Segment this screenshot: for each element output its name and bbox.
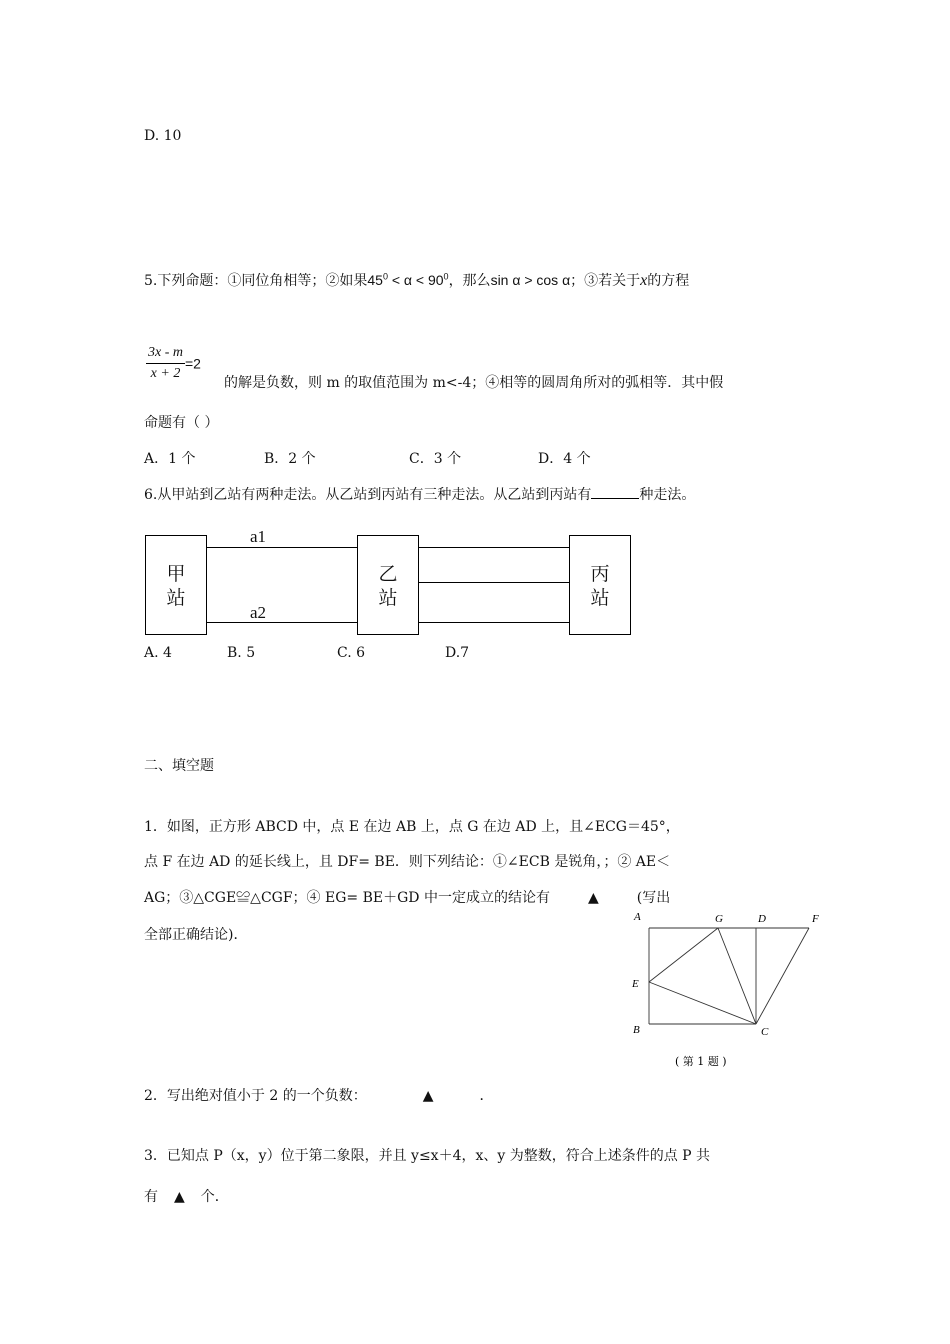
- q5-frac-num: 3x - m: [146, 345, 185, 364]
- degree-b: 0: [443, 271, 449, 282]
- label-A: A: [634, 911, 641, 923]
- q6-option-c: C. 6: [337, 645, 366, 661]
- q5-fraction: [146, 345, 201, 382]
- q6-stem: [144, 484, 695, 504]
- q5-option-a: A．1 个: [144, 451, 196, 467]
- f3-line2-pre: 有: [144, 1189, 158, 1205]
- label-D: D: [758, 913, 766, 925]
- q6-option-a: A. 4: [144, 645, 172, 661]
- line-GC: [718, 928, 756, 1024]
- station-bing: [569, 535, 631, 635]
- q5-mid: ，那么: [448, 273, 491, 289]
- q5-prefix: 5.下列命题：①同位角相等；②如果: [144, 273, 368, 289]
- line-FC: [756, 928, 809, 1024]
- f1-line3: [144, 887, 670, 907]
- route-a2-label: a2: [250, 603, 267, 622]
- route-a1-label: a1: [250, 527, 267, 546]
- label-B: B: [633, 1024, 640, 1036]
- f3-line2: [144, 1186, 229, 1206]
- q6-option-b: B. 5: [227, 645, 256, 661]
- station-bing-char1: 丙: [590, 563, 610, 585]
- route-yi-bing-2: [419, 582, 569, 583]
- route-yi-bing-3: [419, 622, 569, 623]
- route-a2-line: [207, 622, 357, 623]
- q5-var-x: x: [640, 272, 648, 289]
- f1-line3-end: (写出: [636, 890, 671, 906]
- triangle-answer-mark: ▲: [174, 1189, 185, 1205]
- q5-frac-den: x + 2: [150, 366, 181, 381]
- q6-stem-text: 6.从甲站到乙站有两种走法。从乙站到丙站有三种走法。从乙站到丙站有: [144, 487, 592, 503]
- f2-line: [144, 1085, 494, 1105]
- q5-line3: 命题有（ ）: [144, 415, 219, 431]
- triangle-answer-mark: ▲: [422, 1088, 434, 1104]
- route-a1-line: [207, 547, 357, 548]
- f1-line2: 点 F 在边 AD 的延长线上，且 DF= BE．则下列结论：①∠ECB 是锐角，；② AE＜: [144, 854, 671, 870]
- station-bing-char2: 站: [590, 587, 610, 609]
- f2-text: 2．写出绝对值小于 2 的一个负数：: [144, 1088, 367, 1104]
- f3-line2-end: 个．: [200, 1189, 229, 1205]
- q5-line1: [144, 270, 689, 290]
- f1-line4: 全部正确结论)．: [144, 927, 248, 943]
- station-yi: [357, 535, 419, 635]
- q5-mid2: ；③若关于: [570, 273, 641, 289]
- q5-frac-rhs: =2: [185, 355, 201, 372]
- triangle-answer-mark: ▲: [587, 890, 599, 906]
- f2-end: ．: [479, 1088, 494, 1104]
- lt-alpha-lt: < α <: [387, 272, 428, 288]
- q5-suffix: 的方程: [647, 273, 690, 289]
- station-jia-char2: 站: [166, 587, 186, 609]
- label-E: E: [632, 978, 639, 990]
- f1-line3-text: AG；③△CGE≌△CGF；④ EG= BE＋GD 中一定成立的结论有: [144, 890, 550, 906]
- q5-option-d: D．4 个: [538, 451, 591, 467]
- q6-stem-end: 种走法。: [639, 487, 696, 503]
- line-EG: [649, 928, 718, 982]
- q5-line2: 的解是负数，则 m 的取值范围为 m<-4；④相等的圆周角所对的弧相等．其中假: [224, 375, 724, 391]
- station-jia-char1: 甲: [166, 563, 186, 585]
- station-yi-char2: 站: [378, 587, 398, 609]
- section-2-title: 二、填空题: [144, 758, 214, 774]
- angle-b: 90: [427, 272, 444, 288]
- f1-line1: 1．如图，正方形 ABCD 中，点 E 在边 AB 上，点 G 在边 AD 上，且∠ECG＝45°，: [144, 819, 680, 835]
- station-jia: [145, 535, 207, 635]
- q6-option-d: D.7: [445, 645, 470, 661]
- line-EC: [649, 982, 756, 1024]
- figure-caption: ( 第 1 题 ): [675, 1055, 727, 1068]
- label-G: G: [715, 913, 723, 925]
- station-yi-char1: 乙: [378, 563, 398, 585]
- q4-option-d: D. 10: [144, 128, 182, 144]
- route-yi-bing-1: [419, 547, 569, 548]
- q5-option-c: C．3 个: [409, 451, 462, 467]
- q5-option-b: B．2 个: [264, 451, 316, 467]
- f3-line1: 3．已知点 P（x，y）位于第二象限，并且 y≤x＋4，x、y 为整数，符合上述条件的点 P 共: [144, 1148, 711, 1164]
- square-figure: [620, 900, 840, 1080]
- q5-sin-cos: sin α > cos α: [490, 272, 571, 288]
- degree-a: 0: [382, 271, 388, 282]
- q6-answer-blank: [591, 485, 639, 499]
- label-F: F: [812, 913, 819, 925]
- q5-inequality: [367, 272, 448, 288]
- label-C: C: [761, 1026, 769, 1038]
- angle-a: 45: [367, 272, 383, 288]
